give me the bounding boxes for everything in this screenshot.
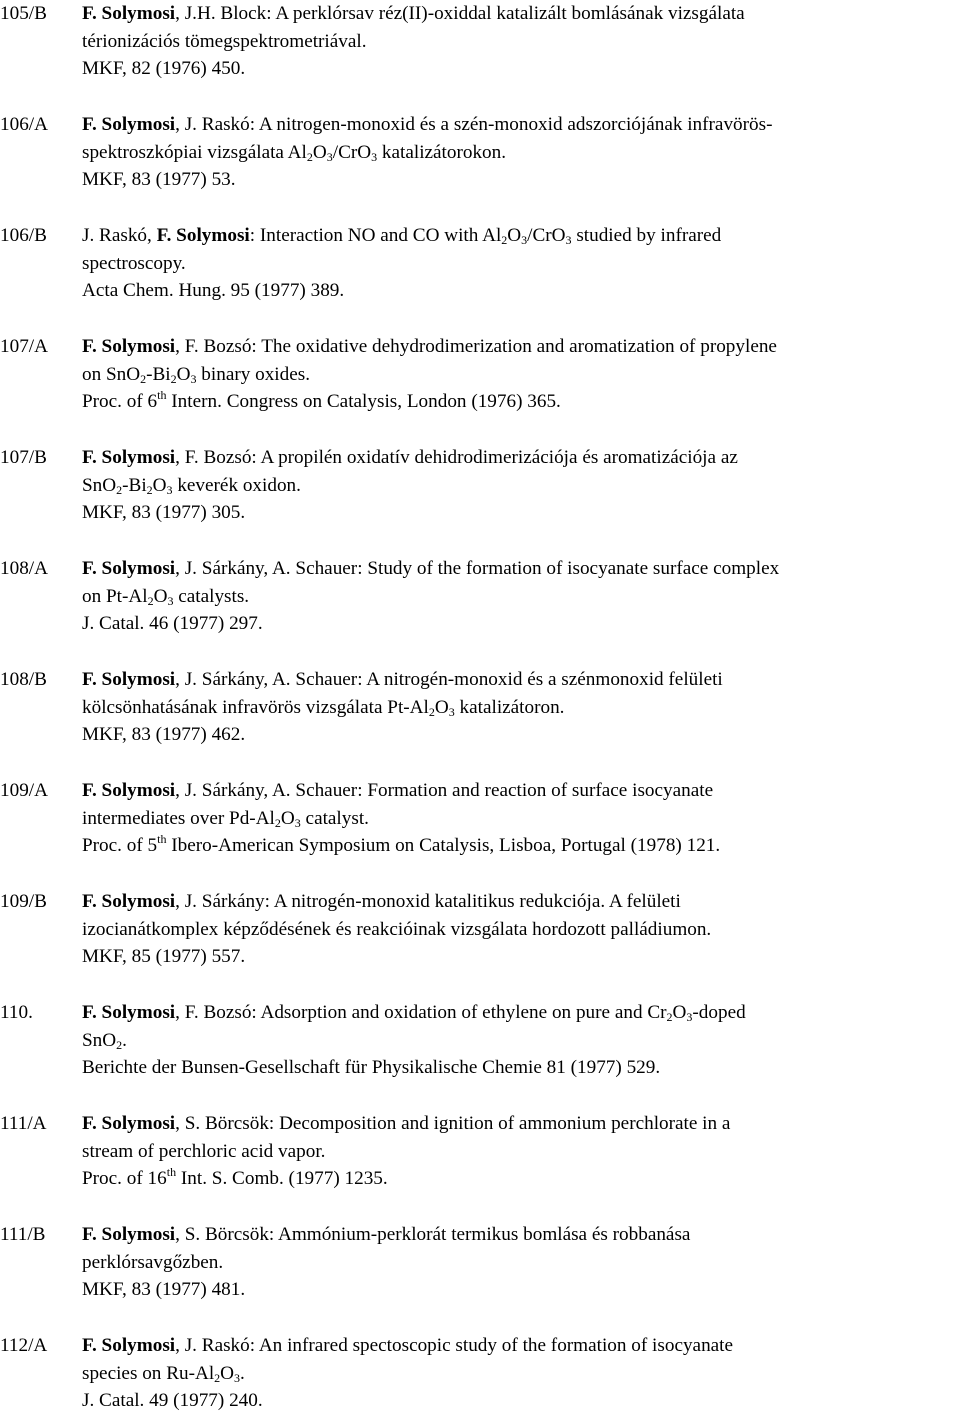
subscript: 2 [666,1010,673,1024]
citation-line [82,666,960,694]
subscript: 2 [146,482,153,497]
citation-text: Int. S. Comb. (1977) 1235. [176,1168,388,1189]
publication-entry [0,666,960,749]
entry-number: 112/A [0,1335,48,1356]
publication-entry [0,1110,960,1193]
author-highlight: F. Solymosi [82,1002,176,1023]
publication-entry [0,1221,960,1304]
entry-number: 106/A [0,114,48,135]
citation-text: O [672,1002,687,1023]
entry-citation [82,444,960,527]
citation-line [82,1110,960,1138]
publication-entry [0,222,960,305]
citation-text: , J. Sárkány, A. Schauer: Study of the formation of isocyanate surface complex [175,558,780,579]
subscript: 3 [371,149,378,164]
citation-text: MKF, 83 (1977) 305. [82,502,246,523]
citation-text: . [240,1362,245,1384]
citation-text: species on Ru-Al [82,1362,215,1384]
citation-line [82,1054,960,1082]
subscript: 3 [167,593,174,608]
citation-text: MKF, 85 (1977) 557. [82,946,246,967]
author-highlight: F. Solymosi [82,336,176,357]
subscript: 3 [521,233,528,247]
entry-citation [82,555,960,638]
superscript: th [157,832,167,846]
citation-text: -Bi [146,363,171,385]
citation-text: izocianátkomplex képződésének és reakcióinak vizsgálata hordozott palládiumon. [82,918,712,940]
citation-text: Intern. Congress on Catalysis, London (1976) 365. [166,391,561,412]
subscript: 3 [565,233,572,247]
citation-line [82,610,960,638]
citation-text: studied by infrared [571,225,722,246]
entry-citation [82,999,960,1082]
publication-entry [0,888,960,971]
publication-entry [0,333,960,416]
subscript: 3 [326,149,333,164]
entry-citation [82,1221,960,1304]
entry-citation [82,0,960,83]
citation-text: . [122,1029,127,1051]
subscript: 3 [448,704,455,719]
citation-line [82,1249,960,1277]
author-highlight: F. Solymosi [82,780,176,801]
citation-text: MKF, 83 (1977) 53. [82,169,236,190]
citation-line [82,472,960,500]
citation-line [82,361,960,389]
citation-line [82,1387,960,1415]
entry-citation [82,222,960,305]
publication-entry [0,0,960,83]
citation-text: spectroscopy. [82,252,186,274]
entry-citation [82,1110,960,1193]
citation-text: MKF, 83 (1977) 462. [82,724,246,745]
entry-number: 106/B [0,225,47,246]
subscript: 2 [116,482,123,497]
citation-line [82,0,960,28]
citation-text: , F. Bozsó: Adsorption and oxidation of ethylene on pure and Cr [175,1002,667,1023]
subscript: 2 [214,1370,221,1385]
citation-text: O [434,696,449,718]
publication-entry [0,444,960,527]
author-highlight: F. Solymosi [82,114,176,135]
citation-text: on SnO [82,363,141,385]
author-highlight: F. Solymosi [82,3,176,24]
entry-number: 110. [0,1002,33,1023]
entry-citation [82,777,960,860]
entry-number: 105/B [0,3,47,24]
citation-line [82,694,960,722]
citation-text: O [280,807,295,829]
citation-line [82,250,960,278]
citation-text: , J. Sárkány, A. Schauer: A nitrogén-monoxid és a szénmonoxid felületi [175,669,723,690]
subscript: 2 [147,593,154,608]
publication-entry [0,777,960,860]
citation-text: , J. Raskó: An infrared spectoscopic study of the formation of isocyanate [175,1335,734,1356]
citation-text: , S. Börcsök: Ammónium-perklorát termikus bomlása és robbanása [175,1224,691,1245]
citation-text: katalizátorokon. [377,141,507,163]
citation-text: catalysts. [173,585,250,607]
citation-text: binary oxides. [196,363,311,385]
subscript: 3 [294,815,301,830]
citation-text: perklórsavgőzben. [82,1251,224,1273]
entry-number: 108/B [0,669,47,690]
citation-line [82,805,960,833]
citation-text: intermediates over Pd-Al [82,807,275,829]
subscript: 3 [234,1370,241,1385]
author-highlight: F. Solymosi [156,225,250,246]
subscript: 3 [166,482,173,497]
citation-text: J. Catal. 49 (1977) 240. [82,1390,263,1411]
citation-line [82,832,960,860]
entry-citation [82,1332,960,1415]
publication-entry [0,999,960,1082]
subscript: 2 [501,233,508,247]
citation-line [82,499,960,527]
citation-text: keverék oxidon. [172,474,301,496]
citation-text: catalyst. [300,807,369,829]
citation-text: -Bi [122,474,147,496]
subscript: 2 [170,371,177,386]
citation-text: kölcsönhatásának infravörös vizsgálata Pt-Al [82,696,429,718]
author-highlight: F. Solymosi [82,558,176,579]
citation-text: on Pt-Al [82,585,148,607]
entry-number: 107/B [0,447,47,468]
publication-entry [0,111,960,194]
citation-text: , F. Bozsó: A propilén oxidatív dehidrodimerizációja és aromatizációja az [175,447,738,468]
citation-line [82,55,960,83]
citation-line [82,277,960,305]
citation-text: SnO [82,474,117,496]
citation-line [82,1360,960,1388]
citation-text: O [312,141,327,163]
subscript: 3 [190,371,197,386]
subscript: 2 [428,704,435,719]
citation-text: SnO [82,1029,117,1051]
citation-text: J. Raskó, [82,225,157,246]
citation-line [82,166,960,194]
subscript: 3 [686,1010,693,1024]
citation-text: Proc. of 5 [82,835,158,856]
citation-line [82,1221,960,1249]
citation-text: MKF, 82 (1976) 450. [82,58,246,79]
citation-line [82,916,960,944]
citation-line [82,555,960,583]
author-highlight: F. Solymosi [82,1224,176,1245]
citation-text: O [507,225,522,246]
citation-text: Berichte der Bunsen-Gesellschaft für Physikalische Chemie 81 (1977) 529. [82,1057,661,1078]
citation-text: Proc. of 6 [82,391,158,412]
citation-text: térionizációs tömegspektrometriával. [82,30,367,52]
entry-number: 109/A [0,780,48,801]
citation-line [82,777,960,805]
citation-line [82,1027,960,1055]
citation-text: O [152,474,167,496]
citation-text: /CrO [527,225,566,246]
subscript: 2 [274,815,281,830]
citation-text: : Interaction NO and CO with Al [249,225,502,246]
citation-text: O [153,585,168,607]
citation-line [82,1276,960,1304]
author-highlight: F. Solymosi [82,1113,176,1134]
citation-line [82,943,960,971]
citation-line [82,333,960,361]
publication-entry [0,555,960,638]
entry-number: 107/A [0,336,48,357]
entry-citation [82,333,960,416]
author-highlight: F. Solymosi [82,447,176,468]
entry-number: 111/A [0,1113,47,1134]
citation-line [82,111,960,139]
subscript: 2 [116,1037,123,1052]
citation-text: /CrO [332,141,372,163]
citation-text: , F. Bozsó: The oxidative dehydrodimerization and aromatization of propylene [175,336,777,357]
citation-text: spektroszkópiai vizsgálata Al [82,141,307,163]
citation-line [82,1332,960,1360]
citation-line [82,388,960,416]
citation-line [82,444,960,472]
citation-text: -doped [692,1002,746,1023]
citation-text: , J. Raskó: A nitrogen-monoxid és a szén-monoxid adszorciójának infravörös- [175,114,773,135]
citation-text: , J. Sárkány: A nitrogén-monoxid katalitikus redukciója. A felületi [175,891,681,912]
citation-line [82,1165,960,1193]
citation-text: , J. Sárkány, A. Schauer: Formation and reaction of surface isocyanate [175,780,714,801]
publication-entry [0,1332,960,1415]
citation-text: MKF, 83 (1977) 481. [82,1279,246,1300]
citation-text: O [220,1362,235,1384]
entry-number: 109/B [0,891,47,912]
superscript: th [166,1165,177,1179]
entry-number: 111/B [0,1224,46,1245]
citation-line [82,583,960,611]
citation-line [82,1138,960,1166]
citation-line [82,999,960,1027]
entry-citation [82,888,960,971]
citation-line [82,721,960,749]
citation-text: Ibero-American Symposium on Catalysis, Lisboa, Portugal (1978) 121. [166,835,721,856]
citation-text: , J.H. Block: A perklórsav réz(II)-oxiddal katalizált bomlásának vizsgálata [175,3,745,24]
citation-line [82,888,960,916]
citation-text: katalizátoron. [454,696,565,718]
citation-line [82,139,960,167]
entry-citation [82,111,960,194]
author-highlight: F. Solymosi [82,1335,176,1356]
subscript: 2 [140,371,147,386]
entry-citation [82,666,960,749]
author-highlight: F. Solymosi [82,669,176,690]
citation-text: O [176,363,191,385]
citation-text: Acta Chem. Hung. 95 (1977) 389. [82,280,345,301]
citation-text: , S. Börcsök: Decomposition and ignition of ammonium perchlorate in a [175,1113,731,1134]
subscript: 2 [306,149,313,164]
citation-text: J. Catal. 46 (1977) 297. [82,613,263,634]
citation-text: stream of perchloric acid vapor. [82,1140,326,1162]
superscript: th [157,388,167,402]
citation-line [82,28,960,56]
author-highlight: F. Solymosi [82,891,176,912]
citation-text: Proc. of 16 [82,1168,167,1189]
citation-line [82,222,960,250]
entry-number: 108/A [0,558,48,579]
